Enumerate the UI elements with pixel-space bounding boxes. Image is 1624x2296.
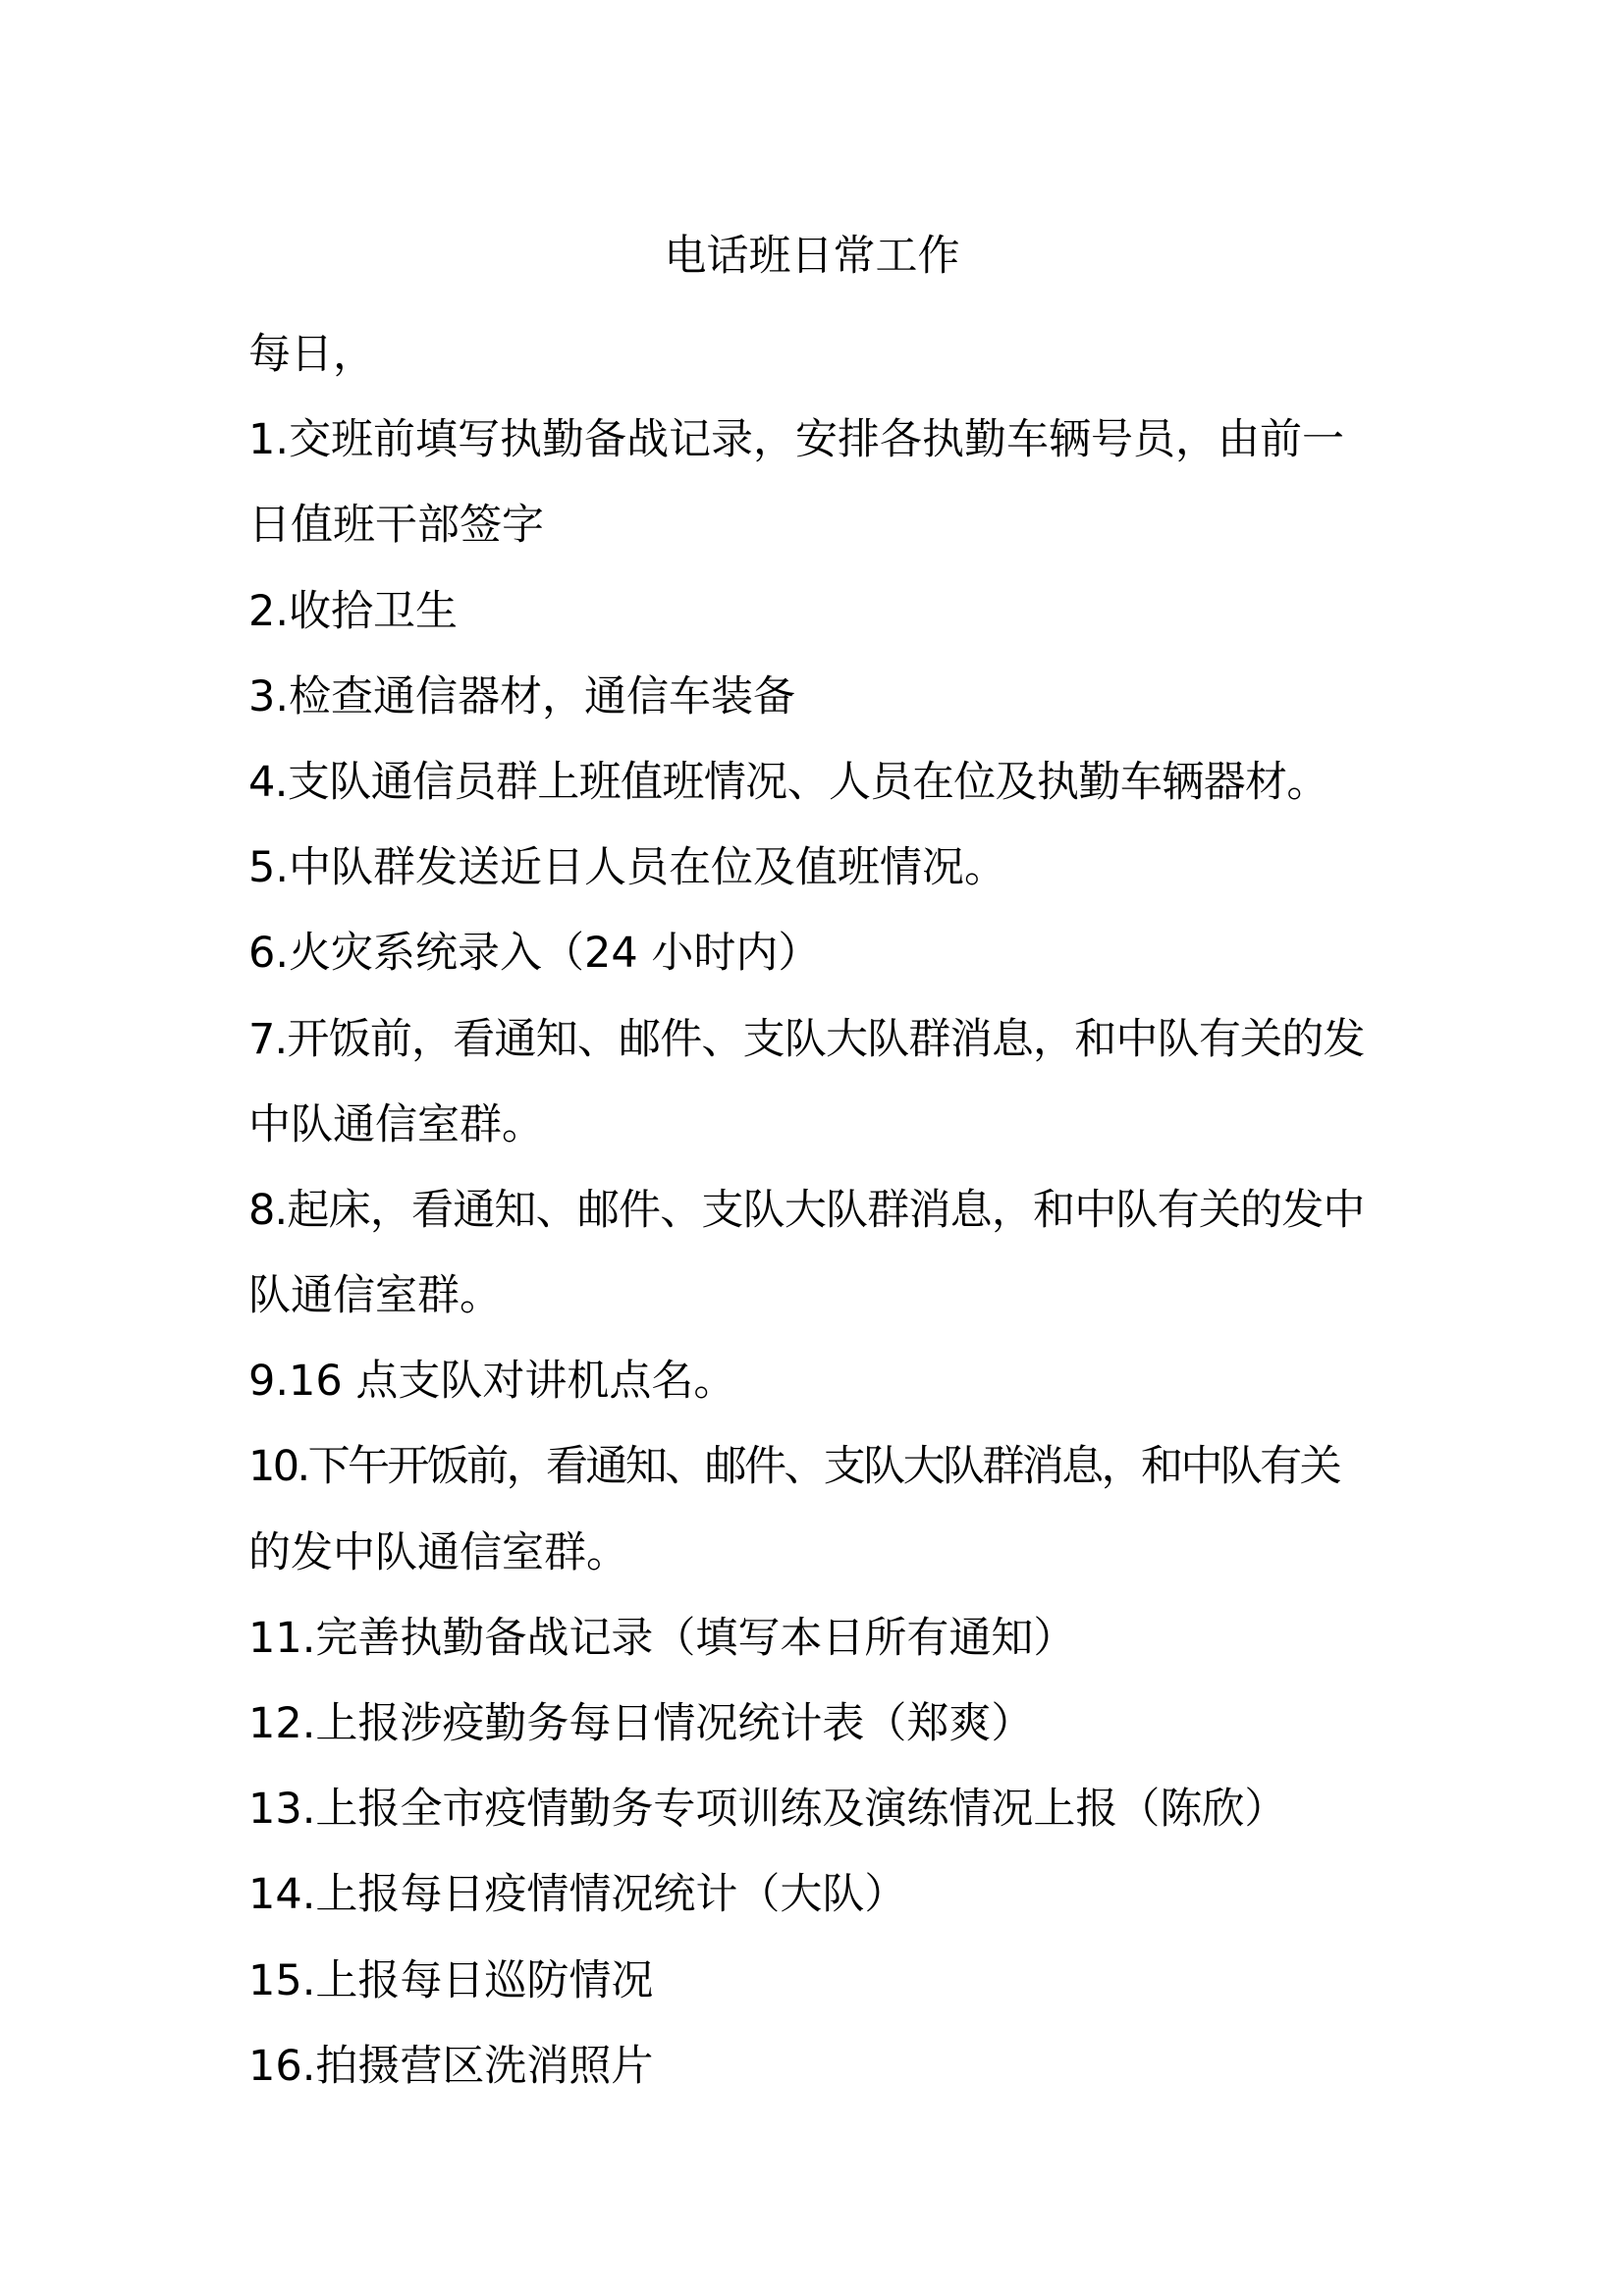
text-line-item-8a: 8.起床，看通知、邮件、支队大队群消息，和中队有关的发中 xyxy=(248,1185,1365,1235)
text-line-item-16: 16.拍摄营区洗消照片 xyxy=(248,2041,654,2091)
document-title: 电话班日常工作 xyxy=(664,232,960,281)
text-line-item-6: 6.火灾系统录入（24 小时内） xyxy=(248,929,821,979)
text-line-item-3: 3.检查通信器材，通信车装备 xyxy=(248,671,796,721)
text-line-item-1b: 日值班干部签字 xyxy=(248,501,544,551)
document-body xyxy=(248,312,1387,2109)
text-line-item-4: 4.支队通信员群上班值班情况、人员在位及执勤车辆器材。 xyxy=(248,757,1328,807)
text-line-item-5: 5.中队群发送近日人员在位及值班情况。 xyxy=(248,843,1007,893)
text-line-item-7a: 7.开饭前，看通知、邮件、支队大队群消息，和中队有关的发 xyxy=(248,1014,1365,1064)
text-line-item-7b: 中队通信室群。 xyxy=(248,1099,544,1149)
text-line-item-10b: 的发中队通信室群。 xyxy=(248,1527,628,1577)
text-line-item-12: 12.上报涉疫勤务每日情况统计表（郑爽） xyxy=(248,1699,1034,1748)
text-line-item-15: 15.上报每日巡防情况 xyxy=(248,1955,654,2005)
text-line-item-11: 11.完善执勤备战记录（填写本日所有通知） xyxy=(248,1613,1076,1663)
text-line-daily-heading: 每日， xyxy=(248,330,375,379)
text-line-item-8b: 队通信室群。 xyxy=(248,1271,502,1321)
text-line-item-9: 9.16 点支队对讲机点名。 xyxy=(248,1357,736,1407)
text-line-item-13: 13.上报全市疫情勤务专项训练及演练情况上报（陈欣） xyxy=(248,1785,1287,1835)
text-line-item-2: 2.收拾卫生 xyxy=(248,586,459,636)
text-line-item-1a: 1.交班前填写执勤备战记录，安排各执勤车辆号员，由前一 xyxy=(248,415,1345,465)
text-line-item-14: 14.上报每日疫情情况统计（大队） xyxy=(248,1870,907,1920)
text-line-item-10a: 10.下午开饭前，看通知、邮件、支队大队群消息，和中队有关 xyxy=(248,1442,1339,1492)
